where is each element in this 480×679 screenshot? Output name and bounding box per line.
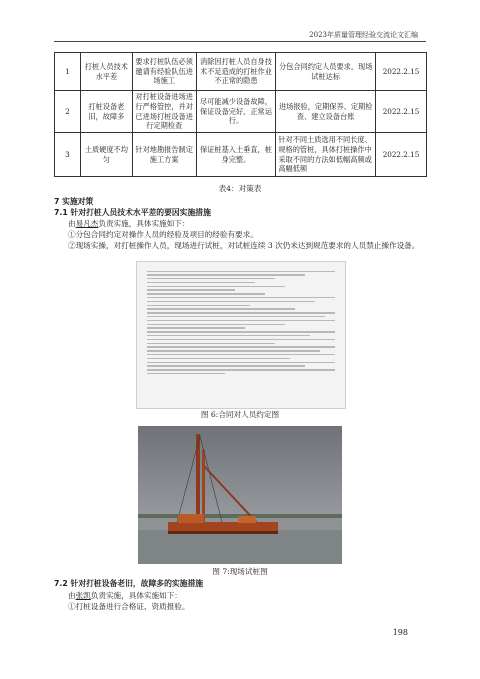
section-7-2-intro: [54, 590, 426, 602]
running-header: 2023年质量管理经验交流论文汇编: [309, 31, 418, 39]
problem-cell: 打桩人员技术水平差: [80, 53, 132, 91]
measure-cell: 保证桩基入土垂直，桩身完整。: [196, 133, 276, 177]
section-7-heading: 7 实施对策: [54, 197, 94, 206]
pile-driving-site-photo: [138, 426, 342, 564]
section-7-1-heading: 7.1 针对打桩人员技术水平差的要因实施措施: [54, 208, 211, 217]
intro-suffix: 负责实施，具体实施如下：: [98, 219, 190, 228]
action-cell: 针对不同土质选用不同长度、规格的管桩，具体打桩操作中采取不同的方法如低幅高频或高幅低频: [276, 133, 376, 177]
section-7-2-heading: 7.2 针对打桩设备老旧，故障多的实施措施: [54, 579, 204, 588]
header-rule: [54, 41, 426, 42]
section-7-1-intro: [54, 218, 426, 230]
countermeasure-table: [54, 52, 427, 177]
section-7-1-item-2: ②现场实操，对打桩操作人员，现场进行试桩，对试桩连续 3 次仍未达到规范要求的人员禁止操作设备。: [68, 241, 420, 250]
contract-document-photo: [136, 261, 346, 409]
intro-prefix: 由: [68, 219, 76, 228]
page-number: 198: [392, 628, 408, 637]
measure-cell: 消除因打桩人员自身技术不足造成的打桩作业不正常的隐患: [196, 53, 276, 91]
row-number: 2: [55, 91, 81, 133]
row-number: 1: [55, 53, 81, 91]
target-cell: 针对地勘报告制定施工方案: [132, 133, 196, 177]
intro-suffix: 负责实施，具体实施如下：: [90, 591, 182, 600]
action-cell: 进场报验，定期保养、定期检查、建立设备台账: [276, 91, 376, 133]
date-cell: 2022.2.15: [376, 133, 427, 177]
table-row: [55, 133, 427, 177]
figure-7-caption: 图 7:现场试桩图: [212, 567, 268, 576]
problem-cell: 土质硬度不均匀: [80, 133, 132, 177]
table-row: [55, 53, 427, 91]
date-cell: 2022.2.15: [376, 53, 427, 91]
row-number: 3: [55, 133, 81, 177]
section-7-1-item-1: ①分包合同约定对操作人员的经验及项目的经验有要求。: [68, 230, 258, 239]
responsible-person: 易凡杰: [75, 219, 99, 228]
target-cell: 要求打桩队伍必须邀请有经验队伍进场施工: [132, 53, 196, 91]
intro-prefix: 由: [68, 591, 76, 600]
target-cell: 对打桩设备进场进行严格管控，并对已进场打桩设备进行定期检查: [132, 91, 196, 133]
action-cell: 分包合同约定人员要求，现场试桩达标: [276, 53, 376, 91]
problem-cell: 打桩设备老旧，故障多: [80, 91, 132, 133]
date-cell: 2022.2.15: [376, 91, 427, 133]
measure-cell: 尽可能减少设备故障，保证设备完好、正常运行。: [196, 91, 276, 133]
table-row: [55, 91, 427, 133]
figure-6-caption: 图 6:合同对人员约定图: [200, 410, 280, 419]
section-7-2-item-1: ①打桩设备进行合格证、资质报验。: [68, 602, 190, 611]
table-caption: 表4：对策表: [218, 184, 262, 193]
responsible-person: 张凯: [75, 591, 91, 600]
site-photo-illustration: [138, 426, 342, 564]
